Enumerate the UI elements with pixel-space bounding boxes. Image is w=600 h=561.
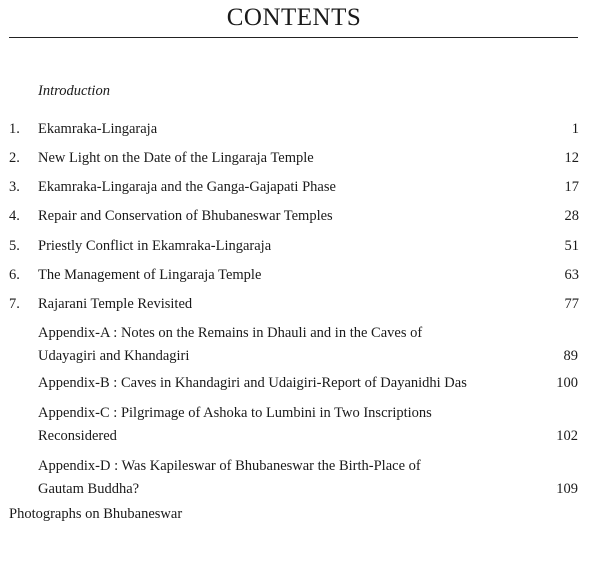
chapter-number: 6. [9,267,20,283]
page-title: CONTENTS [226,4,362,31]
page-number: 17 [564,179,579,195]
page-number: 89 [563,348,578,364]
page-number: 77 [564,296,579,312]
appendix-title-line: Gautam Buddha? [38,481,140,497]
page-number: 102 [556,428,578,444]
chapter-title: Ekamraka-Lingaraja and the Ganga-Gajapati Phase [38,179,336,195]
chapter-title: The Management of Lingaraja Temple [38,267,262,283]
toc-appendix-b[interactable] [38,372,578,395]
appendix-title-line: Appendix-D : Was Kapileswar of Bhubaneswar the Birth-Place of [38,458,421,474]
page-number: 12 [564,150,579,166]
chapter-title: Rajarani Temple Revisited [38,296,193,312]
chapter-number: 1. [9,121,20,137]
introduction-entry: Introduction [38,83,110,99]
appendix-title-line: Appendix-A : Notes on the Remains in Dhauli and in the Caves of [38,325,423,341]
page-number: 1 [571,121,579,137]
page-number: 109 [556,481,578,497]
chapter-title: New Light on the Date of the Lingaraja Temple [38,150,314,166]
chapter-number: 3. [9,179,20,195]
chapter-number: 2. [9,150,20,166]
appendix-title-line: Appendix-C : Pilgrimage of Ashoka to Lumbini in Two Inscriptions [38,405,432,421]
page-number: 51 [564,238,579,254]
chapter-title: Priestly Conflict in Ekamraka-Lingaraja [38,238,272,254]
chapter-number: 4. [9,208,20,224]
title-divider [9,37,578,38]
appendix-title-line: Reconsidered [38,428,117,444]
toc-appendix-a[interactable] [38,322,578,368]
appendix-title-line: Udayagiri and Khandagiri [38,348,190,364]
page-number: 28 [564,208,579,224]
chapter-number: 5. [9,238,20,254]
page-number: 100 [556,375,578,391]
chapter-title: Repair and Conservation of Bhubaneswar Temples [38,208,333,224]
chapter-number: 7. [9,296,20,312]
toc-appendix-c[interactable] [38,402,578,448]
chapter-title: Ekamraka-Lingaraja [38,121,158,137]
page-number: 63 [564,267,579,283]
toc-appendix-d[interactable] [38,455,578,501]
photographs-entry[interactable]: Photographs on Bhubaneswar [9,506,183,522]
appendix-title-line: Appendix-B : Caves in Khandagiri and Udaigiri-Report of Dayanidhi Das [38,375,467,391]
